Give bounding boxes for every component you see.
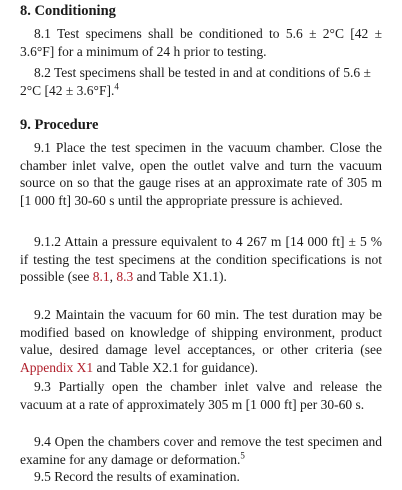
footnote-5-marker[interactable]: 5 (240, 450, 245, 461)
paragraph-9-3: 9.3 Partially open the chamber inlet valve and release the vacuum at a rate of approximately 305 m [1 000 ft] per 30-60 s. (20, 379, 382, 412)
link-appendix-x1[interactable]: Appendix X1 (20, 359, 94, 375)
paragraph-9-4-text: 9.4 Open the chambers cover and remove the test specimen and examine for any damage or deformation. (20, 434, 382, 467)
paragraph-9-1-2-text-a: 9.1.2 Attain a pressure equivalent to 4 267 m [14 000 ft] ± 5 % if testing the test specimens at the condition specifications is not possible (see (20, 234, 382, 285)
paragraph-9-2-text-b: and Table X2.1 for guidance). (93, 359, 258, 375)
paragraph-9-5: 9.5 Record the results of examination. (34, 469, 240, 484)
paragraph-8-1: 8.1 Test specimens shall be conditioned to 5.6 ± 2°C [42 ± 3.6°F] for a minimum of 24 h prior to testing. (20, 26, 382, 59)
paragraph-8-2 (20, 64, 382, 99)
link-section-8-1[interactable]: 8.1 (92, 269, 110, 285)
paragraph-9-1-2 (20, 233, 382, 286)
footnote-4-marker[interactable]: 4 (114, 81, 119, 92)
paragraph-9-1-2-text-b: and Table X1.1). (133, 269, 227, 285)
paragraph-9-4 (20, 433, 382, 468)
section-9-heading: 9. Procedure (20, 117, 99, 133)
section-8-heading: 8. Conditioning (20, 3, 116, 19)
paragraph-9-1-2-separator: , (109, 269, 117, 285)
paragraph-9-2 (20, 306, 382, 376)
paragraph-9-2-text-a: 9.2 Maintain the vacuum for 60 min. The test duration may be modified based on knowledge of shipping environment, product value, desired damage level acceptances, or other criteria (see (20, 307, 382, 358)
paragraph-8-2-text: 8.2 Test specimens shall be tested in and at conditions of 5.6 ± 2°C [42 ± 3.6°F]. (20, 65, 371, 98)
link-section-8-3[interactable]: 8.3 (116, 269, 134, 285)
paragraph-9-1: 9.1 Place the test specimen in the vacuum chamber. Close the chamber inlet valve, open the outlet valve and turn the vacuum source on so that the gauge rises at an approximate rate of 305 m [1 000 ft] 30-60 s until the appropriate pressure is achieved. (20, 140, 382, 208)
